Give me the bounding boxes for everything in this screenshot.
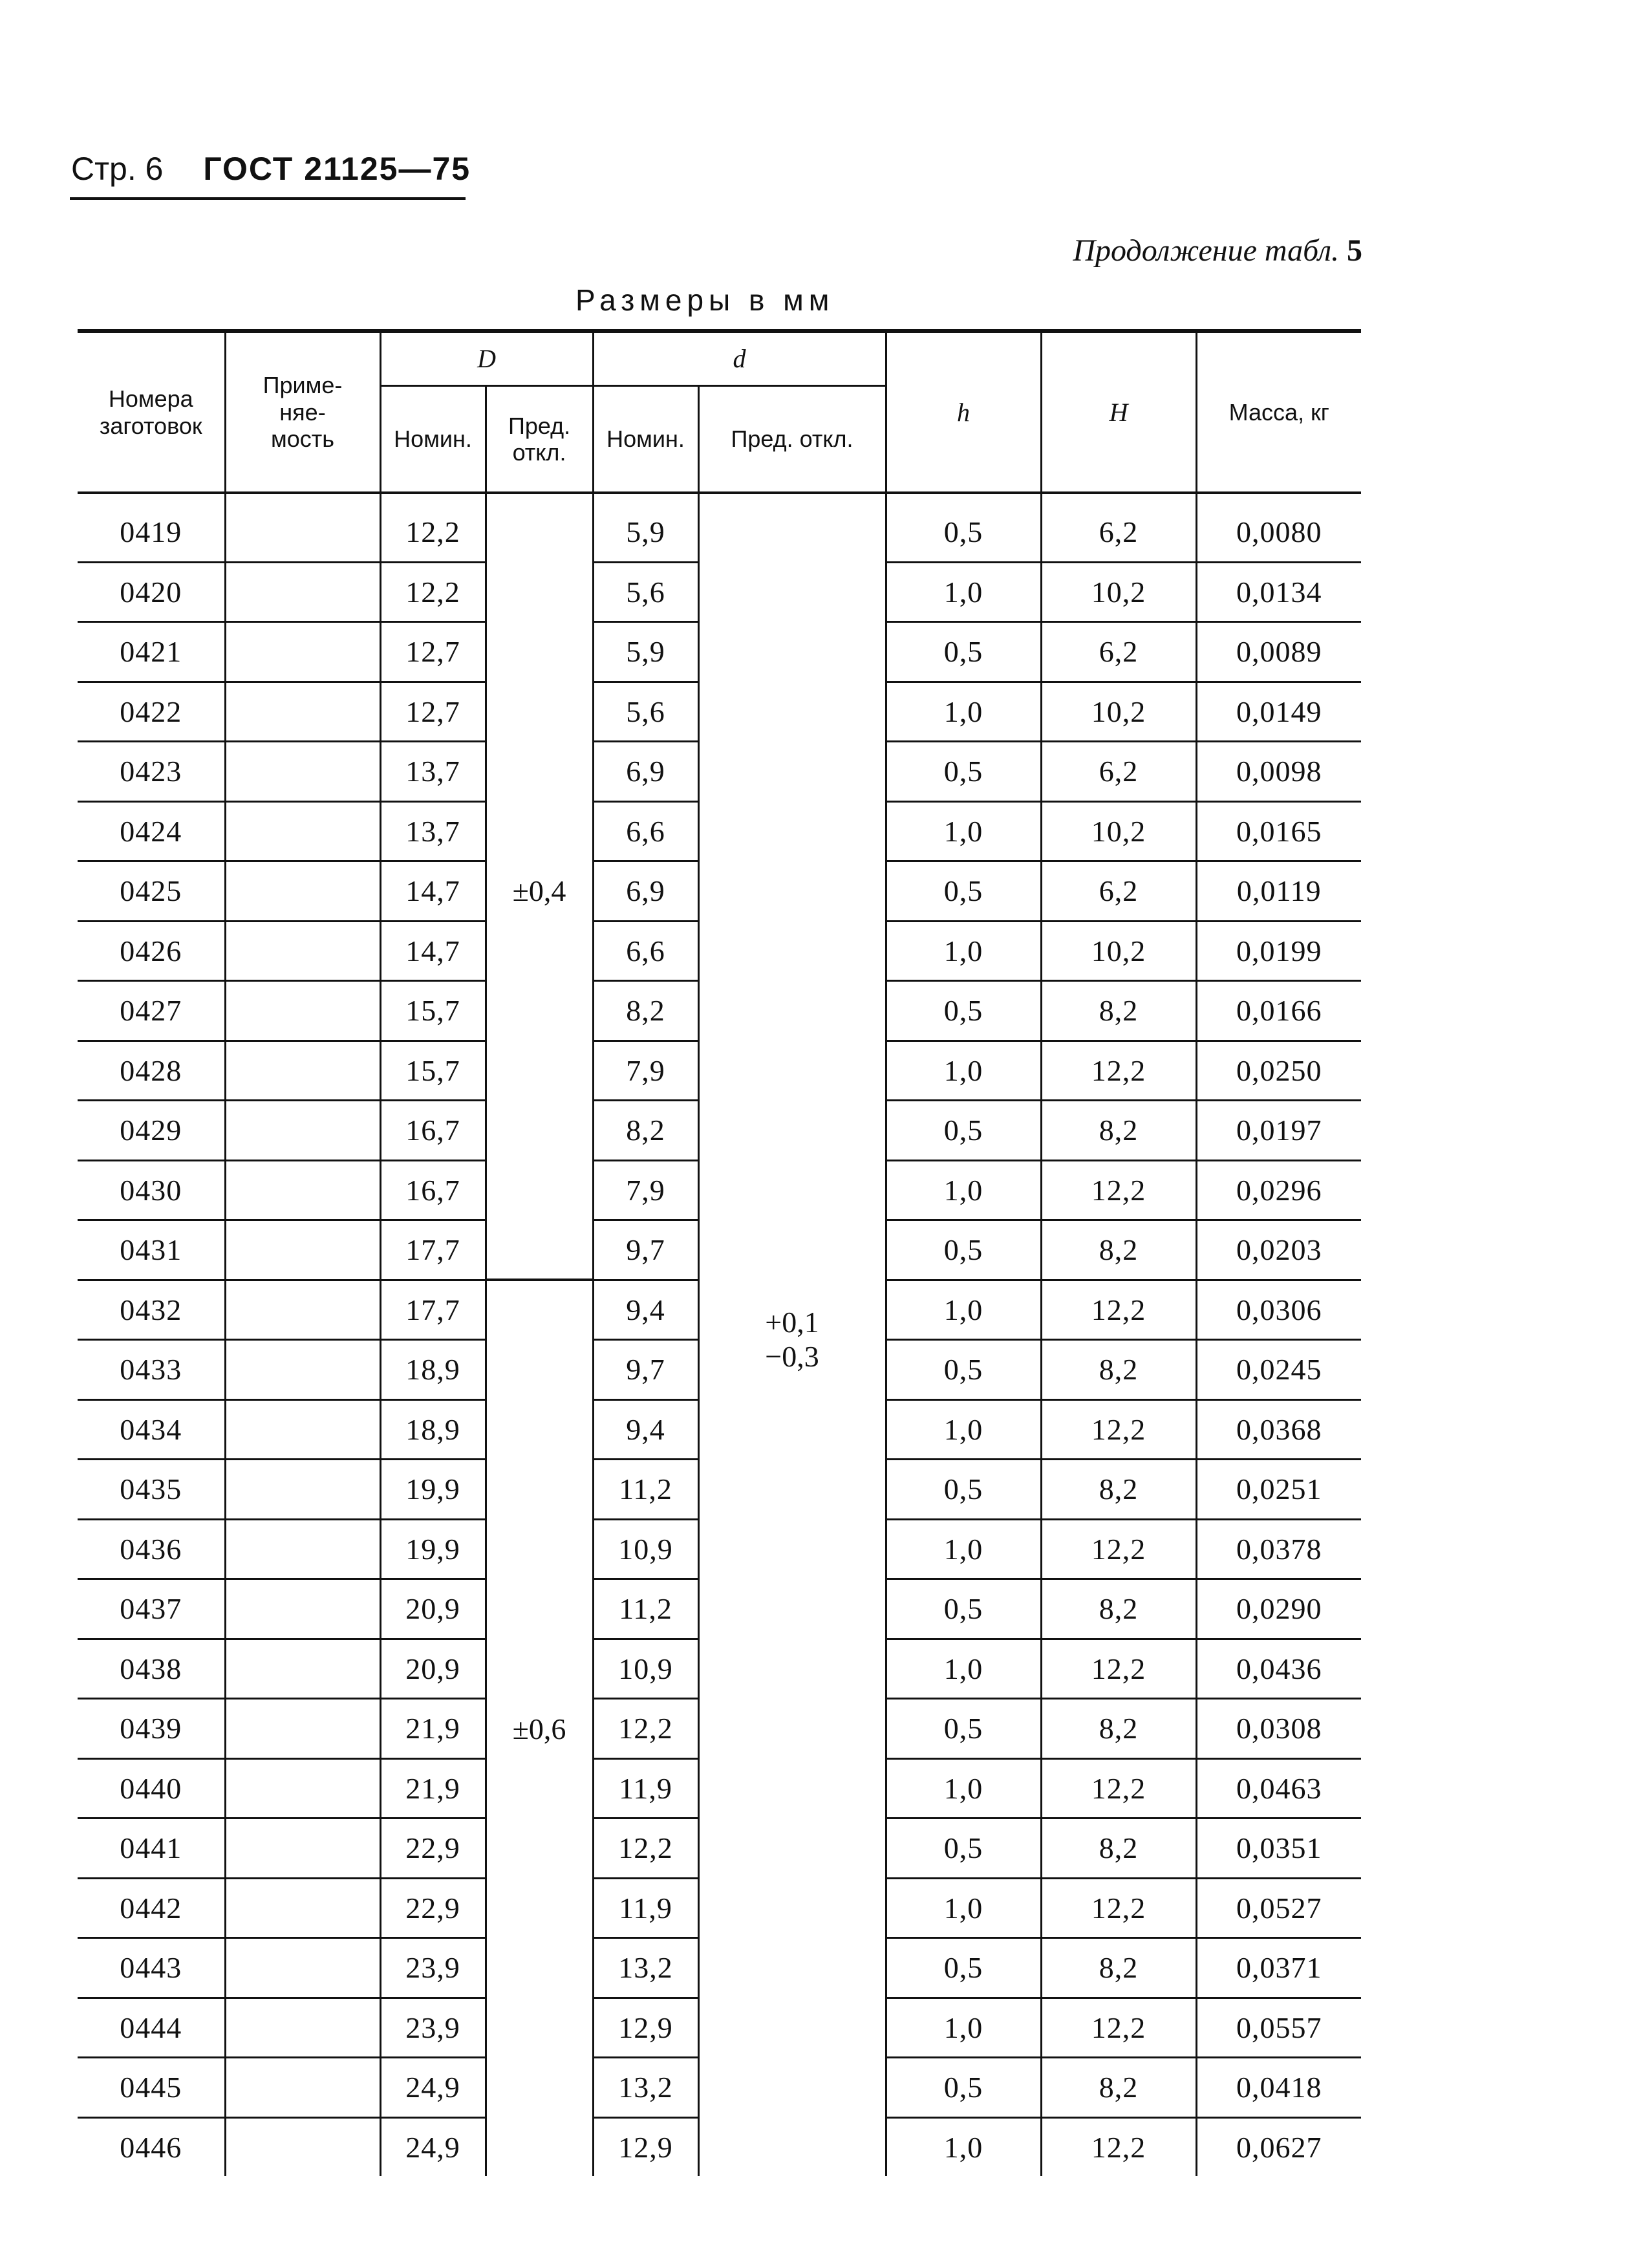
cell-h: 0,5 xyxy=(886,1220,1041,1280)
cell-blank-no: 0429 xyxy=(78,1101,225,1161)
cell-d-nominal: 5,6 xyxy=(593,562,698,622)
cell-blank-no: 0426 xyxy=(78,921,225,981)
cell-mass: 0,0527 xyxy=(1196,1878,1361,1938)
cell-applicability xyxy=(225,1041,380,1101)
cell-blank-no: 0437 xyxy=(78,1579,225,1639)
cell-D-nominal: 22,9 xyxy=(380,1878,486,1938)
cell-D-nominal: 12,7 xyxy=(380,622,486,682)
cell-D-nominal: 24,9 xyxy=(380,2117,486,2176)
cell-mass: 0,0627 xyxy=(1196,2117,1361,2176)
cell-H: 8,2 xyxy=(1041,1101,1196,1161)
cell-d-nominal: 8,2 xyxy=(593,1101,698,1161)
cell-h: 1,0 xyxy=(886,1280,1041,1340)
cell-H: 8,2 xyxy=(1041,981,1196,1041)
cell-d-nominal: 6,9 xyxy=(593,742,698,802)
cell-blank-no: 0438 xyxy=(78,1639,225,1699)
cell-D-nominal: 21,9 xyxy=(380,1699,486,1759)
cell-d-nominal: 9,7 xyxy=(593,1220,698,1280)
cell-blank-no: 0433 xyxy=(78,1340,225,1400)
cell-h: 0,5 xyxy=(886,981,1041,1041)
cell-mass: 0,0368 xyxy=(1196,1399,1361,1460)
cell-h: 1,0 xyxy=(886,921,1041,981)
cell-d-nominal: 8,2 xyxy=(593,981,698,1041)
cell-applicability xyxy=(225,1460,380,1520)
cell-H: 8,2 xyxy=(1041,1460,1196,1520)
table-number: 5 xyxy=(1347,233,1362,268)
cell-blank-no: 0434 xyxy=(78,1399,225,1460)
cell-applicability xyxy=(225,1818,380,1879)
cell-H: 6,2 xyxy=(1041,742,1196,802)
cell-applicability xyxy=(225,1998,380,2058)
cell-D-nominal: 19,9 xyxy=(380,1460,486,1520)
cell-H: 8,2 xyxy=(1041,1579,1196,1639)
cell-d-nominal: 13,2 xyxy=(593,2058,698,2118)
cell-d-nominal: 11,9 xyxy=(593,1878,698,1938)
cell-h: 0,5 xyxy=(886,1101,1041,1161)
cell-applicability xyxy=(225,493,380,562)
cell-applicability xyxy=(225,622,380,682)
cell-mass: 0,0306 xyxy=(1196,1280,1361,1340)
cell-h: 1,0 xyxy=(886,1519,1041,1579)
cell-H: 6,2 xyxy=(1041,622,1196,682)
header-rule xyxy=(70,197,466,200)
cell-h: 0,5 xyxy=(886,1699,1041,1759)
cell-applicability xyxy=(225,1938,380,1998)
cell-blank-no: 0420 xyxy=(78,562,225,622)
cell-h: 1,0 xyxy=(886,682,1041,742)
dimensions-table xyxy=(78,329,1361,2176)
cell-blank-no: 0436 xyxy=(78,1519,225,1579)
cell-blank-no: 0442 xyxy=(78,1878,225,1938)
cell-mass: 0,0296 xyxy=(1196,1160,1361,1220)
cell-H: 12,2 xyxy=(1041,2117,1196,2176)
cell-blank-no: 0425 xyxy=(78,861,225,922)
cell-blank-no: 0440 xyxy=(78,1758,225,1818)
cell-blank-no: 0427 xyxy=(78,981,225,1041)
cell-H: 6,2 xyxy=(1041,861,1196,922)
cell-d-nominal: 6,6 xyxy=(593,921,698,981)
cell-d-nominal: 10,9 xyxy=(593,1639,698,1699)
cell-D-tolerance-1: ±0,4 xyxy=(486,493,593,1280)
cell-H: 12,2 xyxy=(1041,1399,1196,1460)
units-caption: Размеры в мм xyxy=(575,283,835,317)
cell-blank-no: 0441 xyxy=(78,1818,225,1879)
cell-H: 12,2 xyxy=(1041,1758,1196,1818)
col-header-D-tolerance: Пред. откл. xyxy=(486,386,593,493)
cell-blank-no: 0430 xyxy=(78,1160,225,1220)
cell-H: 10,2 xyxy=(1041,562,1196,622)
cell-H: 10,2 xyxy=(1041,801,1196,861)
cell-mass: 0,0089 xyxy=(1196,622,1361,682)
cell-h: 1,0 xyxy=(886,1041,1041,1101)
cell-mass: 0,0371 xyxy=(1196,1938,1361,1998)
cell-applicability xyxy=(225,1160,380,1220)
cell-applicability xyxy=(225,1519,380,1579)
cell-blank-no: 0446 xyxy=(120,2130,182,2164)
cell-blank-no: 0431 xyxy=(78,1220,225,1280)
continuation-label: Продолжение табл. xyxy=(1073,233,1339,268)
cell-mass: 0,0557 xyxy=(1196,1998,1361,2058)
cell-D-nominal: 16,7 xyxy=(380,1101,486,1161)
cell-mass: 0,0166 xyxy=(1196,981,1361,1041)
cell-applicability xyxy=(225,562,380,622)
cell-blank-no: 0428 xyxy=(78,1041,225,1101)
cell-H: 12,2 xyxy=(1041,1519,1196,1579)
cell-mass: 0,0418 xyxy=(1196,2058,1361,2118)
cell-H: 12,2 xyxy=(1041,1160,1196,1220)
col-header-d: d xyxy=(593,331,886,386)
col-header-d-nominal: Номин. xyxy=(593,386,698,493)
cell-D-nominal: 20,9 xyxy=(380,1639,486,1699)
col-header-D-nominal: Номин. xyxy=(380,386,486,493)
cell-mass: 0,0250 xyxy=(1196,1041,1361,1101)
standard-title: ГОСТ 21125—75 xyxy=(203,151,471,187)
col-header-H: H xyxy=(1041,331,1196,493)
cell-H: 10,2 xyxy=(1041,682,1196,742)
cell-mass: 0,0080 xyxy=(1196,493,1361,562)
cell-mass: 0,0119 xyxy=(1196,861,1361,922)
cell-applicability xyxy=(225,682,380,742)
cell-d-nominal: 7,9 xyxy=(593,1041,698,1101)
cell-blank-no: 0424 xyxy=(78,801,225,861)
cell-blank-no: 0421 xyxy=(78,622,225,682)
cell-h: 1,0 xyxy=(886,1639,1041,1699)
cell-d-nominal: 12,2 xyxy=(593,1818,698,1879)
cell-D-nominal: 23,9 xyxy=(380,1998,486,2058)
cell-mass: 0,0463 xyxy=(1196,1758,1361,1818)
cell-mass: 0,0351 xyxy=(1196,1818,1361,1879)
cell-H: 8,2 xyxy=(1041,1340,1196,1400)
cell-applicability xyxy=(225,921,380,981)
cell-D-nominal: 14,7 xyxy=(380,921,486,981)
cell-d-nominal: 13,2 xyxy=(593,1938,698,1998)
cell-D-nominal: 12,2 xyxy=(380,562,486,622)
cell-blank-no: 0443 xyxy=(78,1938,225,1998)
cell-applicability xyxy=(225,1280,380,1340)
cell-mass: 0,0149 xyxy=(1196,682,1361,742)
col-header-D: D xyxy=(380,331,593,386)
cell-applicability xyxy=(225,1101,380,1161)
cell-h: 1,0 xyxy=(886,1878,1041,1938)
cell-d-nominal: 11,2 xyxy=(593,1460,698,1520)
cell-D-nominal: 12,7 xyxy=(380,682,486,742)
cell-D-nominal: 12,2 xyxy=(380,493,486,562)
cell-D-nominal: 22,9 xyxy=(380,1818,486,1879)
cell-H: 12,2 xyxy=(1041,1878,1196,1938)
cell-D-nominal: 13,7 xyxy=(380,742,486,802)
cell-d-nominal: 11,9 xyxy=(593,1758,698,1818)
cell-applicability xyxy=(225,1579,380,1639)
cell-d-nominal: 9,7 xyxy=(593,1340,698,1400)
cell-d-tolerance xyxy=(698,493,886,2176)
cell-h: 1,0 xyxy=(886,2117,1041,2176)
cell-D-nominal: 19,9 xyxy=(380,1519,486,1579)
cell-d-nominal: 9,4 xyxy=(593,1399,698,1460)
cell-mass: 0,0197 xyxy=(1196,1101,1361,1161)
cell-D-nominal: 15,7 xyxy=(380,1041,486,1101)
d-tolerance-lower: −0,3 xyxy=(765,1339,819,1373)
page-number: Стр. 6 xyxy=(71,151,164,187)
cell-mass: 0,0165 xyxy=(1196,801,1361,861)
cell-applicability xyxy=(225,1220,380,1280)
cell-mass: 0,0378 xyxy=(1196,1519,1361,1579)
cell-d-nominal: 6,9 xyxy=(593,861,698,922)
cell-d-nominal: 12,2 xyxy=(593,1699,698,1759)
cell-D-tolerance-2: ±0,6 xyxy=(486,1280,593,2176)
page-header xyxy=(71,150,471,188)
cell-applicability xyxy=(225,1758,380,1818)
cell-h: 0,5 xyxy=(886,2058,1041,2118)
col-header-blank-no: Номера заготовок xyxy=(78,331,225,493)
cell-h: 1,0 xyxy=(886,1160,1041,1220)
cell-d-nominal: 10,9 xyxy=(593,1519,698,1579)
cell-D-nominal: 21,9 xyxy=(380,1758,486,1818)
cell-mass: 0,0436 xyxy=(1196,1639,1361,1699)
cell-mass: 0,0098 xyxy=(1196,742,1361,802)
cell-mass: 0,0134 xyxy=(1196,562,1361,622)
cell-h: 1,0 xyxy=(886,1399,1041,1460)
cell-h: 0,5 xyxy=(886,493,1041,562)
cell-mass: 0,0245 xyxy=(1196,1340,1361,1400)
table-row xyxy=(78,493,1361,562)
col-header-h: h xyxy=(886,331,1041,493)
cell-applicability xyxy=(225,1699,380,1759)
cell-H: 8,2 xyxy=(1041,1818,1196,1879)
cell-d-nominal: 12,9 xyxy=(593,1998,698,2058)
cell-mass: 0,0308 xyxy=(1196,1699,1361,1759)
cell-applicability xyxy=(225,1399,380,1460)
col-header-applicability: Приме- няе- мость xyxy=(225,331,380,493)
cell-H: 12,2 xyxy=(1041,1280,1196,1340)
cell-applicability xyxy=(225,801,380,861)
cell-blank-no: 0445 xyxy=(78,2058,225,2118)
cell-mass: 0,0251 xyxy=(1196,1460,1361,1520)
cell-h: 1,0 xyxy=(886,1998,1041,2058)
cell-D-nominal: 15,7 xyxy=(380,981,486,1041)
cell-h: 0,5 xyxy=(886,742,1041,802)
cell-H: 12,2 xyxy=(1041,1639,1196,1699)
cell-H: 10,2 xyxy=(1041,921,1196,981)
cell-D-nominal: 13,7 xyxy=(380,801,486,861)
cell-h: 0,5 xyxy=(886,622,1041,682)
cell-H: 12,2 xyxy=(1041,1041,1196,1101)
cell-D-nominal: 17,7 xyxy=(380,1220,486,1280)
cell-D-nominal: 18,9 xyxy=(380,1340,486,1400)
cell-D-nominal: 23,9 xyxy=(380,1938,486,1998)
cell-blank-no: 0439 xyxy=(78,1699,225,1759)
cell-D-nominal: 18,9 xyxy=(380,1399,486,1460)
cell-H: 12,2 xyxy=(1041,1998,1196,2058)
cell-blank-no: 0423 xyxy=(78,742,225,802)
cell-blank-no: 0422 xyxy=(78,682,225,742)
cell-H: 8,2 xyxy=(1041,1699,1196,1759)
cell-applicability xyxy=(225,742,380,802)
cell-blank-no: 0444 xyxy=(78,1998,225,2058)
cell-blank-no: 0432 xyxy=(78,1280,225,1340)
cell-H: 8,2 xyxy=(1041,2058,1196,2118)
cell-applicability xyxy=(225,1878,380,1938)
cell-h: 1,0 xyxy=(886,801,1041,861)
cell-D-nominal: 17,7 xyxy=(380,1280,486,1340)
cell-blank-no: 0435 xyxy=(78,1460,225,1520)
cell-H: 6,2 xyxy=(1041,493,1196,562)
cell-D-nominal: 20,9 xyxy=(380,1579,486,1639)
cell-d-nominal: 9,4 xyxy=(593,1280,698,1340)
cell-h: 0,5 xyxy=(886,1340,1041,1400)
cell-d-nominal: 6,6 xyxy=(593,801,698,861)
cell-applicability xyxy=(225,861,380,922)
cell-applicability xyxy=(225,1639,380,1699)
cell-d-nominal: 5,9 xyxy=(593,622,698,682)
cell-D-nominal: 14,7 xyxy=(380,861,486,922)
d-tolerance-upper: +0,1 xyxy=(765,1305,819,1339)
table-continuation-caption xyxy=(1073,233,1362,268)
cell-h: 0,5 xyxy=(886,1460,1041,1520)
cell-applicability xyxy=(225,981,380,1041)
cell-mass: 0,0199 xyxy=(1196,921,1361,981)
cell-H: 8,2 xyxy=(1041,1938,1196,1998)
cell-d-nominal: 5,9 xyxy=(593,493,698,562)
cell-blank-no: 0419 xyxy=(78,493,225,562)
cell-d-nominal: 5,6 xyxy=(593,682,698,742)
cell-h: 1,0 xyxy=(886,1758,1041,1818)
cell-applicability xyxy=(225,2117,380,2176)
col-header-mass: Масса, кг xyxy=(1196,331,1361,493)
cell-applicability xyxy=(225,2058,380,2118)
cell-h: 0,5 xyxy=(886,1938,1041,1998)
cell-h: 1,0 xyxy=(886,562,1041,622)
cell-mass: 0,0203 xyxy=(1196,1220,1361,1280)
cell-d-nominal: 12,9 xyxy=(593,2117,698,2176)
col-header-d-tolerance: Пред. откл. xyxy=(698,386,886,493)
table-body xyxy=(78,493,1361,2176)
cell-applicability xyxy=(225,1340,380,1400)
cell-h: 0,5 xyxy=(886,861,1041,922)
cell-h: 0,5 xyxy=(886,1818,1041,1879)
cell-D-nominal: 24,9 xyxy=(380,2058,486,2118)
cell-h: 0,5 xyxy=(886,1579,1041,1639)
cell-D-nominal: 16,7 xyxy=(380,1160,486,1220)
cell-mass: 0,0290 xyxy=(1196,1579,1361,1639)
cell-d-nominal: 11,2 xyxy=(593,1579,698,1639)
cell-d-nominal: 7,9 xyxy=(593,1160,698,1220)
cell-H: 8,2 xyxy=(1041,1220,1196,1280)
